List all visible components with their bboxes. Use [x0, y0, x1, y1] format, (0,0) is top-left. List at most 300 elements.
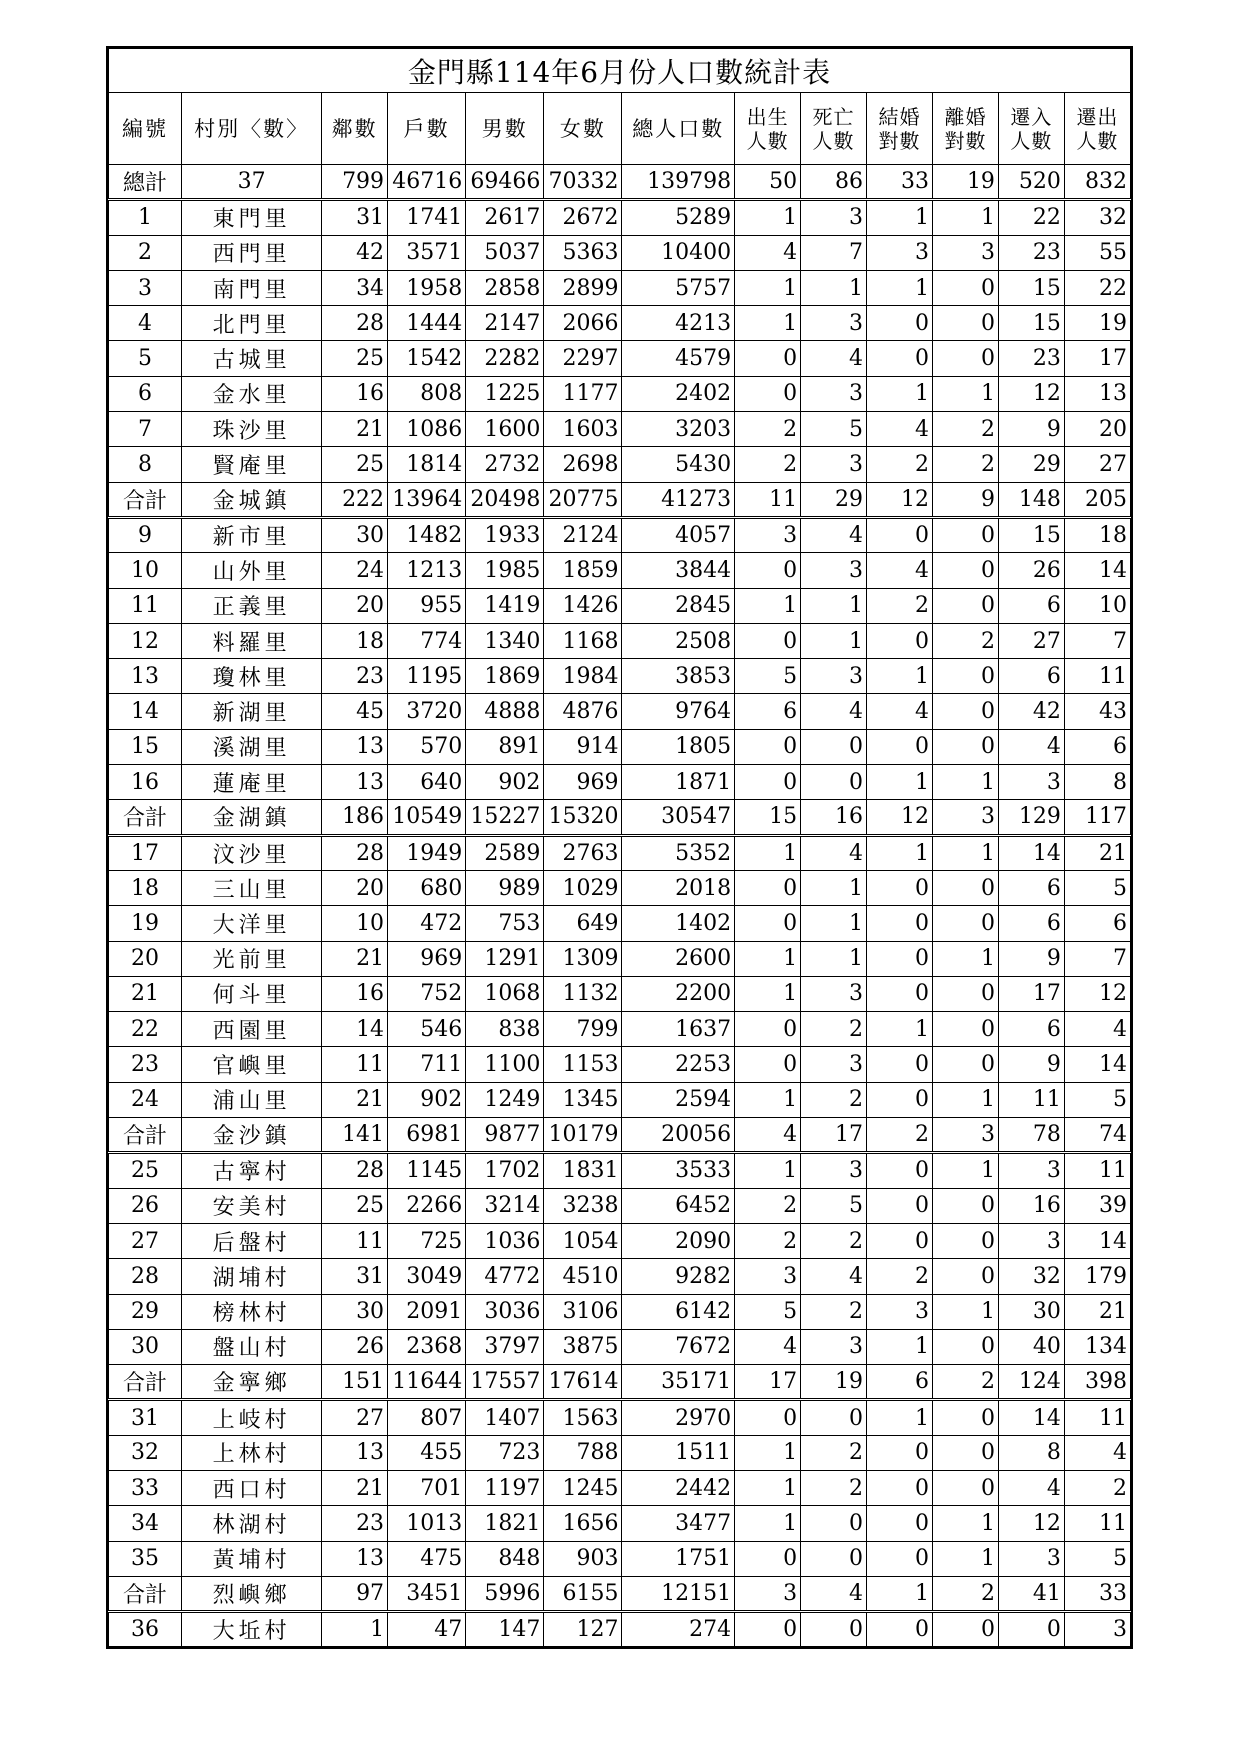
table-cell: 5289 [622, 200, 735, 235]
table-cell: 25 [322, 447, 388, 482]
table-cell: 902 [466, 765, 544, 800]
table-cell: 9 [998, 1047, 1064, 1082]
population-statistics-sheet [106, 46, 1133, 1649]
table-cell: 41 [998, 1576, 1064, 1611]
table-cell: 1 [735, 588, 801, 623]
table-cell: 1 [735, 200, 801, 235]
subtotal-row [109, 800, 1131, 835]
table-cell: 光前里 [182, 941, 322, 976]
table-cell: 0 [867, 623, 933, 658]
table-cell: 金沙鎮 [182, 1118, 322, 1153]
village-row [109, 1012, 1131, 1047]
village-row [109, 1435, 1131, 1470]
table-cell: 1831 [544, 1153, 622, 1188]
table-cell: 5037 [466, 235, 544, 270]
table-cell: 24 [109, 1082, 182, 1117]
table-cell: 117 [1064, 800, 1130, 835]
table-cell: 6 [867, 1365, 933, 1400]
table-cell: 6 [109, 376, 182, 411]
table-cell: 1036 [466, 1223, 544, 1258]
table-cell: 湖埔村 [182, 1259, 322, 1294]
table-cell: 1984 [544, 659, 622, 694]
village-row [109, 412, 1131, 447]
table-cell: 15227 [466, 800, 544, 835]
table-cell: 3533 [622, 1153, 735, 1188]
table-cell: 9282 [622, 1259, 735, 1294]
table-cell: 0 [867, 1470, 933, 1505]
table-cell: 27 [322, 1400, 388, 1435]
table-cell: 14 [109, 694, 182, 729]
table-cell: 0 [735, 1541, 801, 1576]
table-cell: 9 [998, 941, 1064, 976]
table-cell: 42 [998, 694, 1064, 729]
table-cell: 1426 [544, 588, 622, 623]
table-cell: 32 [109, 1435, 182, 1470]
table-cell: 1419 [466, 588, 544, 623]
table-cell: 21 [1064, 1294, 1130, 1329]
table-cell: 41273 [622, 482, 735, 517]
table-cell: 4772 [466, 1259, 544, 1294]
table-cell: 2 [735, 1188, 801, 1223]
village-row [109, 306, 1131, 341]
table-cell: 11 [735, 482, 801, 517]
table-cell: 21 [322, 941, 388, 976]
table-cell: 546 [388, 1012, 466, 1047]
table-cell: 1 [867, 200, 933, 235]
table-cell: 186 [322, 800, 388, 835]
table-cell: 3 [932, 235, 998, 270]
table-cell: 1600 [466, 412, 544, 447]
table-cell: 20775 [544, 482, 622, 517]
table-cell: 4 [1064, 1012, 1130, 1047]
table-cell: 新湖里 [182, 694, 322, 729]
table-cell: 5 [801, 412, 867, 447]
table-cell: 2282 [466, 341, 544, 376]
village-row [109, 1153, 1131, 1188]
table-cell: 0 [801, 1612, 867, 1647]
table-cell: 6 [1064, 906, 1130, 941]
table-cell: 753 [466, 906, 544, 941]
table-cell: 5 [801, 1188, 867, 1223]
table-cell: 4876 [544, 694, 622, 729]
table-cell: 5 [1064, 1541, 1130, 1576]
table-cell: 17614 [544, 1365, 622, 1400]
table-cell: 0 [867, 906, 933, 941]
table-cell: 0 [932, 1259, 998, 1294]
village-row [109, 1294, 1131, 1329]
table-cell: 5352 [622, 835, 735, 870]
table-cell: 21 [322, 1470, 388, 1505]
village-row [109, 976, 1131, 1011]
column-header: 出生 人數 [735, 93, 801, 165]
table-cell: 2297 [544, 341, 622, 376]
table-cell: 1482 [388, 517, 466, 552]
table-cell: 0 [801, 1506, 867, 1541]
table-cell: 17 [735, 1365, 801, 1400]
table-cell: 1225 [466, 376, 544, 411]
table-cell: 1563 [544, 1400, 622, 1435]
table-cell: 2 [932, 412, 998, 447]
column-header: 遷入 人數 [998, 93, 1064, 165]
table-cell: 0 [932, 1329, 998, 1364]
table-cell: 129 [998, 800, 1064, 835]
table-cell: 6 [998, 1012, 1064, 1047]
table-cell: 6 [1064, 729, 1130, 764]
table-cell: 1637 [622, 1012, 735, 1047]
village-row [109, 1082, 1131, 1117]
table-cell: 2253 [622, 1047, 735, 1082]
table-cell: 金城鎮 [182, 482, 322, 517]
table-cell: 1 [735, 976, 801, 1011]
table-cell: 903 [544, 1541, 622, 1576]
table-cell: 汶沙里 [182, 835, 322, 870]
table-cell: 4 [867, 694, 933, 729]
table-cell: 472 [388, 906, 466, 941]
grand-total-cell: 總計 [109, 165, 182, 200]
table-cell: 1 [735, 306, 801, 341]
village-row [109, 517, 1131, 552]
table-cell: 合計 [109, 1576, 182, 1611]
table-cell: 蓮庵里 [182, 765, 322, 800]
table-cell: 1132 [544, 976, 622, 1011]
table-cell: 6142 [622, 1294, 735, 1329]
table-cell: 1 [801, 906, 867, 941]
table-cell: 2858 [466, 270, 544, 305]
table-cell: 30 [322, 517, 388, 552]
table-cell: 13 [1064, 376, 1130, 411]
table-cell: 2732 [466, 447, 544, 482]
table-cell: 15320 [544, 800, 622, 835]
table-cell: 6981 [388, 1118, 466, 1153]
table-cell: 0 [801, 1400, 867, 1435]
table-cell: 1 [735, 1470, 801, 1505]
table-cell: 1 [867, 765, 933, 800]
table-cell: 2402 [622, 376, 735, 411]
grand-total-cell: 46716 [388, 165, 466, 200]
table-cell: 3 [801, 376, 867, 411]
table-cell: 0 [735, 1400, 801, 1435]
table-cell: 13 [322, 765, 388, 800]
table-cell: 78 [998, 1118, 1064, 1153]
table-cell: 32 [998, 1259, 1064, 1294]
table-cell: 2147 [466, 306, 544, 341]
table-cell: 1153 [544, 1047, 622, 1082]
village-row [109, 1223, 1131, 1258]
table-cell: 3853 [622, 659, 735, 694]
table-cell: 40 [998, 1329, 1064, 1364]
table-cell: 上岐村 [182, 1400, 322, 1435]
table-cell: 10549 [388, 800, 466, 835]
table-cell: 15 [998, 270, 1064, 305]
table-cell: 3 [801, 976, 867, 1011]
table-cell: 山外里 [182, 553, 322, 588]
table-cell: 2 [932, 447, 998, 482]
table-cell: 3036 [466, 1294, 544, 1329]
table-cell: 13 [322, 1541, 388, 1576]
table-cell: 6 [998, 659, 1064, 694]
village-row [109, 659, 1131, 694]
table-cell: 179 [1064, 1259, 1130, 1294]
table-cell: 1249 [466, 1082, 544, 1117]
column-header: 結婚 對數 [867, 93, 933, 165]
village-row [109, 376, 1131, 411]
table-cell: 25 [322, 341, 388, 376]
table-cell: 10 [1064, 588, 1130, 623]
table-cell: 合計 [109, 482, 182, 517]
table-cell: 0 [932, 517, 998, 552]
grand-total-cell: 37 [182, 165, 322, 200]
table-cell: 0 [932, 341, 998, 376]
table-cell: 2 [867, 1259, 933, 1294]
table-cell: 1 [932, 1541, 998, 1576]
village-row [109, 270, 1131, 305]
table-cell: 10400 [622, 235, 735, 270]
table-cell: 12151 [622, 1576, 735, 1611]
table-cell: 3451 [388, 1576, 466, 1611]
table-cell: 5 [1064, 1082, 1130, 1117]
table-cell: 969 [388, 941, 466, 976]
table-cell: 珠沙里 [182, 412, 322, 447]
table-cell: 17 [1064, 341, 1130, 376]
table-cell: 0 [932, 694, 998, 729]
table-cell: 17557 [466, 1365, 544, 1400]
table-cell: 20 [109, 941, 182, 976]
table-cell: 723 [466, 1435, 544, 1470]
table-cell: 烈嶼鄉 [182, 1576, 322, 1611]
table-cell: 25 [322, 1188, 388, 1223]
table-cell: 914 [544, 729, 622, 764]
table-cell: 1 [735, 941, 801, 976]
table-cell: 2594 [622, 1082, 735, 1117]
table-cell: 21 [1064, 835, 1130, 870]
grand-total-cell: 139798 [622, 165, 735, 200]
table-cell: 0 [932, 870, 998, 905]
table-cell: 11 [1064, 1153, 1130, 1188]
table-cell: 0 [867, 517, 933, 552]
column-header: 戶數 [388, 93, 466, 165]
village-row [109, 200, 1131, 235]
table-cell: 料羅里 [182, 623, 322, 658]
table-cell: 0 [932, 306, 998, 341]
table-cell: 2617 [466, 200, 544, 235]
table-cell: 274 [622, 1612, 735, 1647]
table-cell: 4 [735, 1329, 801, 1364]
table-cell: 1 [932, 1082, 998, 1117]
table-cell: 西園里 [182, 1012, 322, 1047]
table-cell: 4 [998, 729, 1064, 764]
table-cell: 1100 [466, 1047, 544, 1082]
table-cell: 東門里 [182, 200, 322, 235]
table-cell: 1 [322, 1612, 388, 1647]
table-cell: 黃埔村 [182, 1541, 322, 1576]
table-cell: 21 [322, 412, 388, 447]
table-cell: 上林村 [182, 1435, 322, 1470]
table-cell: 12 [109, 623, 182, 658]
table-cell: 安美村 [182, 1188, 322, 1223]
village-row [109, 870, 1131, 905]
table-cell: 147 [466, 1612, 544, 1647]
table-cell: 11 [998, 1082, 1064, 1117]
table-cell: 1 [932, 1506, 998, 1541]
village-row [109, 1470, 1131, 1505]
table-cell: 1291 [466, 941, 544, 976]
table-cell: 金水里 [182, 376, 322, 411]
village-row [109, 906, 1131, 941]
table-cell: 1871 [622, 765, 735, 800]
table-cell: 3 [735, 1259, 801, 1294]
table-cell: 0 [932, 1012, 998, 1047]
table-cell: 大坵村 [182, 1612, 322, 1647]
subtotal-row [109, 1365, 1131, 1400]
table-cell: 1 [735, 1082, 801, 1117]
table-cell: 35171 [622, 1365, 735, 1400]
table-cell: 17 [801, 1118, 867, 1153]
column-header: 男數 [466, 93, 544, 165]
table-cell: 19 [801, 1365, 867, 1400]
table-cell: 1 [932, 200, 998, 235]
table-cell: 799 [544, 1012, 622, 1047]
table-cell: 2 [735, 1223, 801, 1258]
table-cell: 26 [109, 1188, 182, 1223]
page-title: 金門縣114年6月份人口數統計表 [109, 49, 1131, 93]
village-row [109, 553, 1131, 588]
table-cell: 9877 [466, 1118, 544, 1153]
table-cell: 97 [322, 1576, 388, 1611]
table-cell: 0 [867, 1612, 933, 1647]
table-cell: 0 [867, 941, 933, 976]
table-cell: 28 [322, 1153, 388, 1188]
table-cell: 4 [801, 694, 867, 729]
table-cell: 4 [801, 1259, 867, 1294]
table-cell: 29 [109, 1294, 182, 1329]
table-cell: 6452 [622, 1188, 735, 1223]
table-cell: 43 [1064, 694, 1130, 729]
table-cell: 701 [388, 1470, 466, 1505]
table-cell: 0 [932, 588, 998, 623]
table-cell: 0 [932, 1047, 998, 1082]
table-cell: 1 [867, 270, 933, 305]
table-cell: 27 [1064, 447, 1130, 482]
table-cell: 1751 [622, 1541, 735, 1576]
population-table [108, 48, 1131, 1647]
table-cell: 39 [1064, 1188, 1130, 1223]
table-cell: 9 [109, 517, 182, 552]
table-cell: 3106 [544, 1294, 622, 1329]
table-cell: 0 [932, 976, 998, 1011]
table-cell: 28 [322, 835, 388, 870]
table-cell: 2 [801, 1435, 867, 1470]
village-row [109, 694, 1131, 729]
table-cell: 金湖鎮 [182, 800, 322, 835]
table-cell: 3 [801, 1329, 867, 1364]
table-cell: 5 [1064, 870, 1130, 905]
table-cell: 0 [735, 729, 801, 764]
table-cell: 2 [932, 1576, 998, 1611]
table-cell: 28 [322, 306, 388, 341]
table-cell: 20 [322, 588, 388, 623]
table-cell: 2 [735, 412, 801, 447]
table-cell: 10179 [544, 1118, 622, 1153]
table-cell: 1 [867, 1329, 933, 1364]
table-cell: 1869 [466, 659, 544, 694]
table-cell: 23 [322, 659, 388, 694]
village-row [109, 1506, 1131, 1541]
table-cell: 5363 [544, 235, 622, 270]
table-cell: 8 [998, 1435, 1064, 1470]
table-cell: 3 [735, 1576, 801, 1611]
grand-total-cell: 70332 [544, 165, 622, 200]
table-cell: 2 [867, 1118, 933, 1153]
table-cell: 0 [867, 1153, 933, 1188]
table-cell: 11644 [388, 1365, 466, 1400]
table-cell: 55 [1064, 235, 1130, 270]
table-cell: 26 [322, 1329, 388, 1364]
table-cell: 4 [801, 1576, 867, 1611]
table-cell: 0 [998, 1612, 1064, 1647]
table-cell: 838 [466, 1012, 544, 1047]
table-cell: 1 [867, 659, 933, 694]
column-header: 村別〈數〉 [182, 93, 322, 165]
table-cell: 盤山村 [182, 1329, 322, 1364]
table-cell: 1168 [544, 623, 622, 658]
table-cell: 官嶼里 [182, 1047, 322, 1082]
subtotal-row [109, 482, 1131, 517]
table-cell: 0 [735, 623, 801, 658]
table-cell: 151 [322, 1365, 388, 1400]
table-cell: 0 [735, 341, 801, 376]
table-cell: 0 [735, 1612, 801, 1647]
table-cell: 2763 [544, 835, 622, 870]
table-cell: 28 [109, 1259, 182, 1294]
table-cell: 23 [322, 1506, 388, 1541]
table-cell: 711 [388, 1047, 466, 1082]
table-cell: 13 [322, 729, 388, 764]
table-cell: 0 [932, 1400, 998, 1435]
table-cell: 141 [322, 1118, 388, 1153]
table-cell: 22 [998, 200, 1064, 235]
table-cell: 1933 [466, 517, 544, 552]
table-cell: 15 [998, 306, 1064, 341]
table-cell: 3203 [622, 412, 735, 447]
table-cell: 4579 [622, 341, 735, 376]
table-cell: 0 [932, 270, 998, 305]
table-cell: 古寧村 [182, 1153, 322, 1188]
table-cell: 1985 [466, 553, 544, 588]
table-cell: 2 [867, 588, 933, 623]
village-row [109, 1188, 1131, 1223]
table-cell: 2 [801, 1223, 867, 1258]
table-cell: 3 [801, 1047, 867, 1082]
table-cell: 1086 [388, 412, 466, 447]
table-cell: 1603 [544, 412, 622, 447]
table-cell: 2091 [388, 1294, 466, 1329]
village-row [109, 765, 1131, 800]
table-cell: 10 [109, 553, 182, 588]
table-cell: 1444 [388, 306, 466, 341]
table-cell: 21 [109, 976, 182, 1011]
table-cell: 4 [109, 306, 182, 341]
village-row [109, 588, 1131, 623]
table-cell: 955 [388, 588, 466, 623]
table-cell: 北門里 [182, 306, 322, 341]
table-cell: 3875 [544, 1329, 622, 1364]
table-cell: 30 [109, 1329, 182, 1364]
table-cell: 1 [867, 1576, 933, 1611]
table-cell: 5 [735, 659, 801, 694]
village-row [109, 1541, 1131, 1576]
table-cell: 合計 [109, 1365, 182, 1400]
table-cell: 6 [998, 870, 1064, 905]
